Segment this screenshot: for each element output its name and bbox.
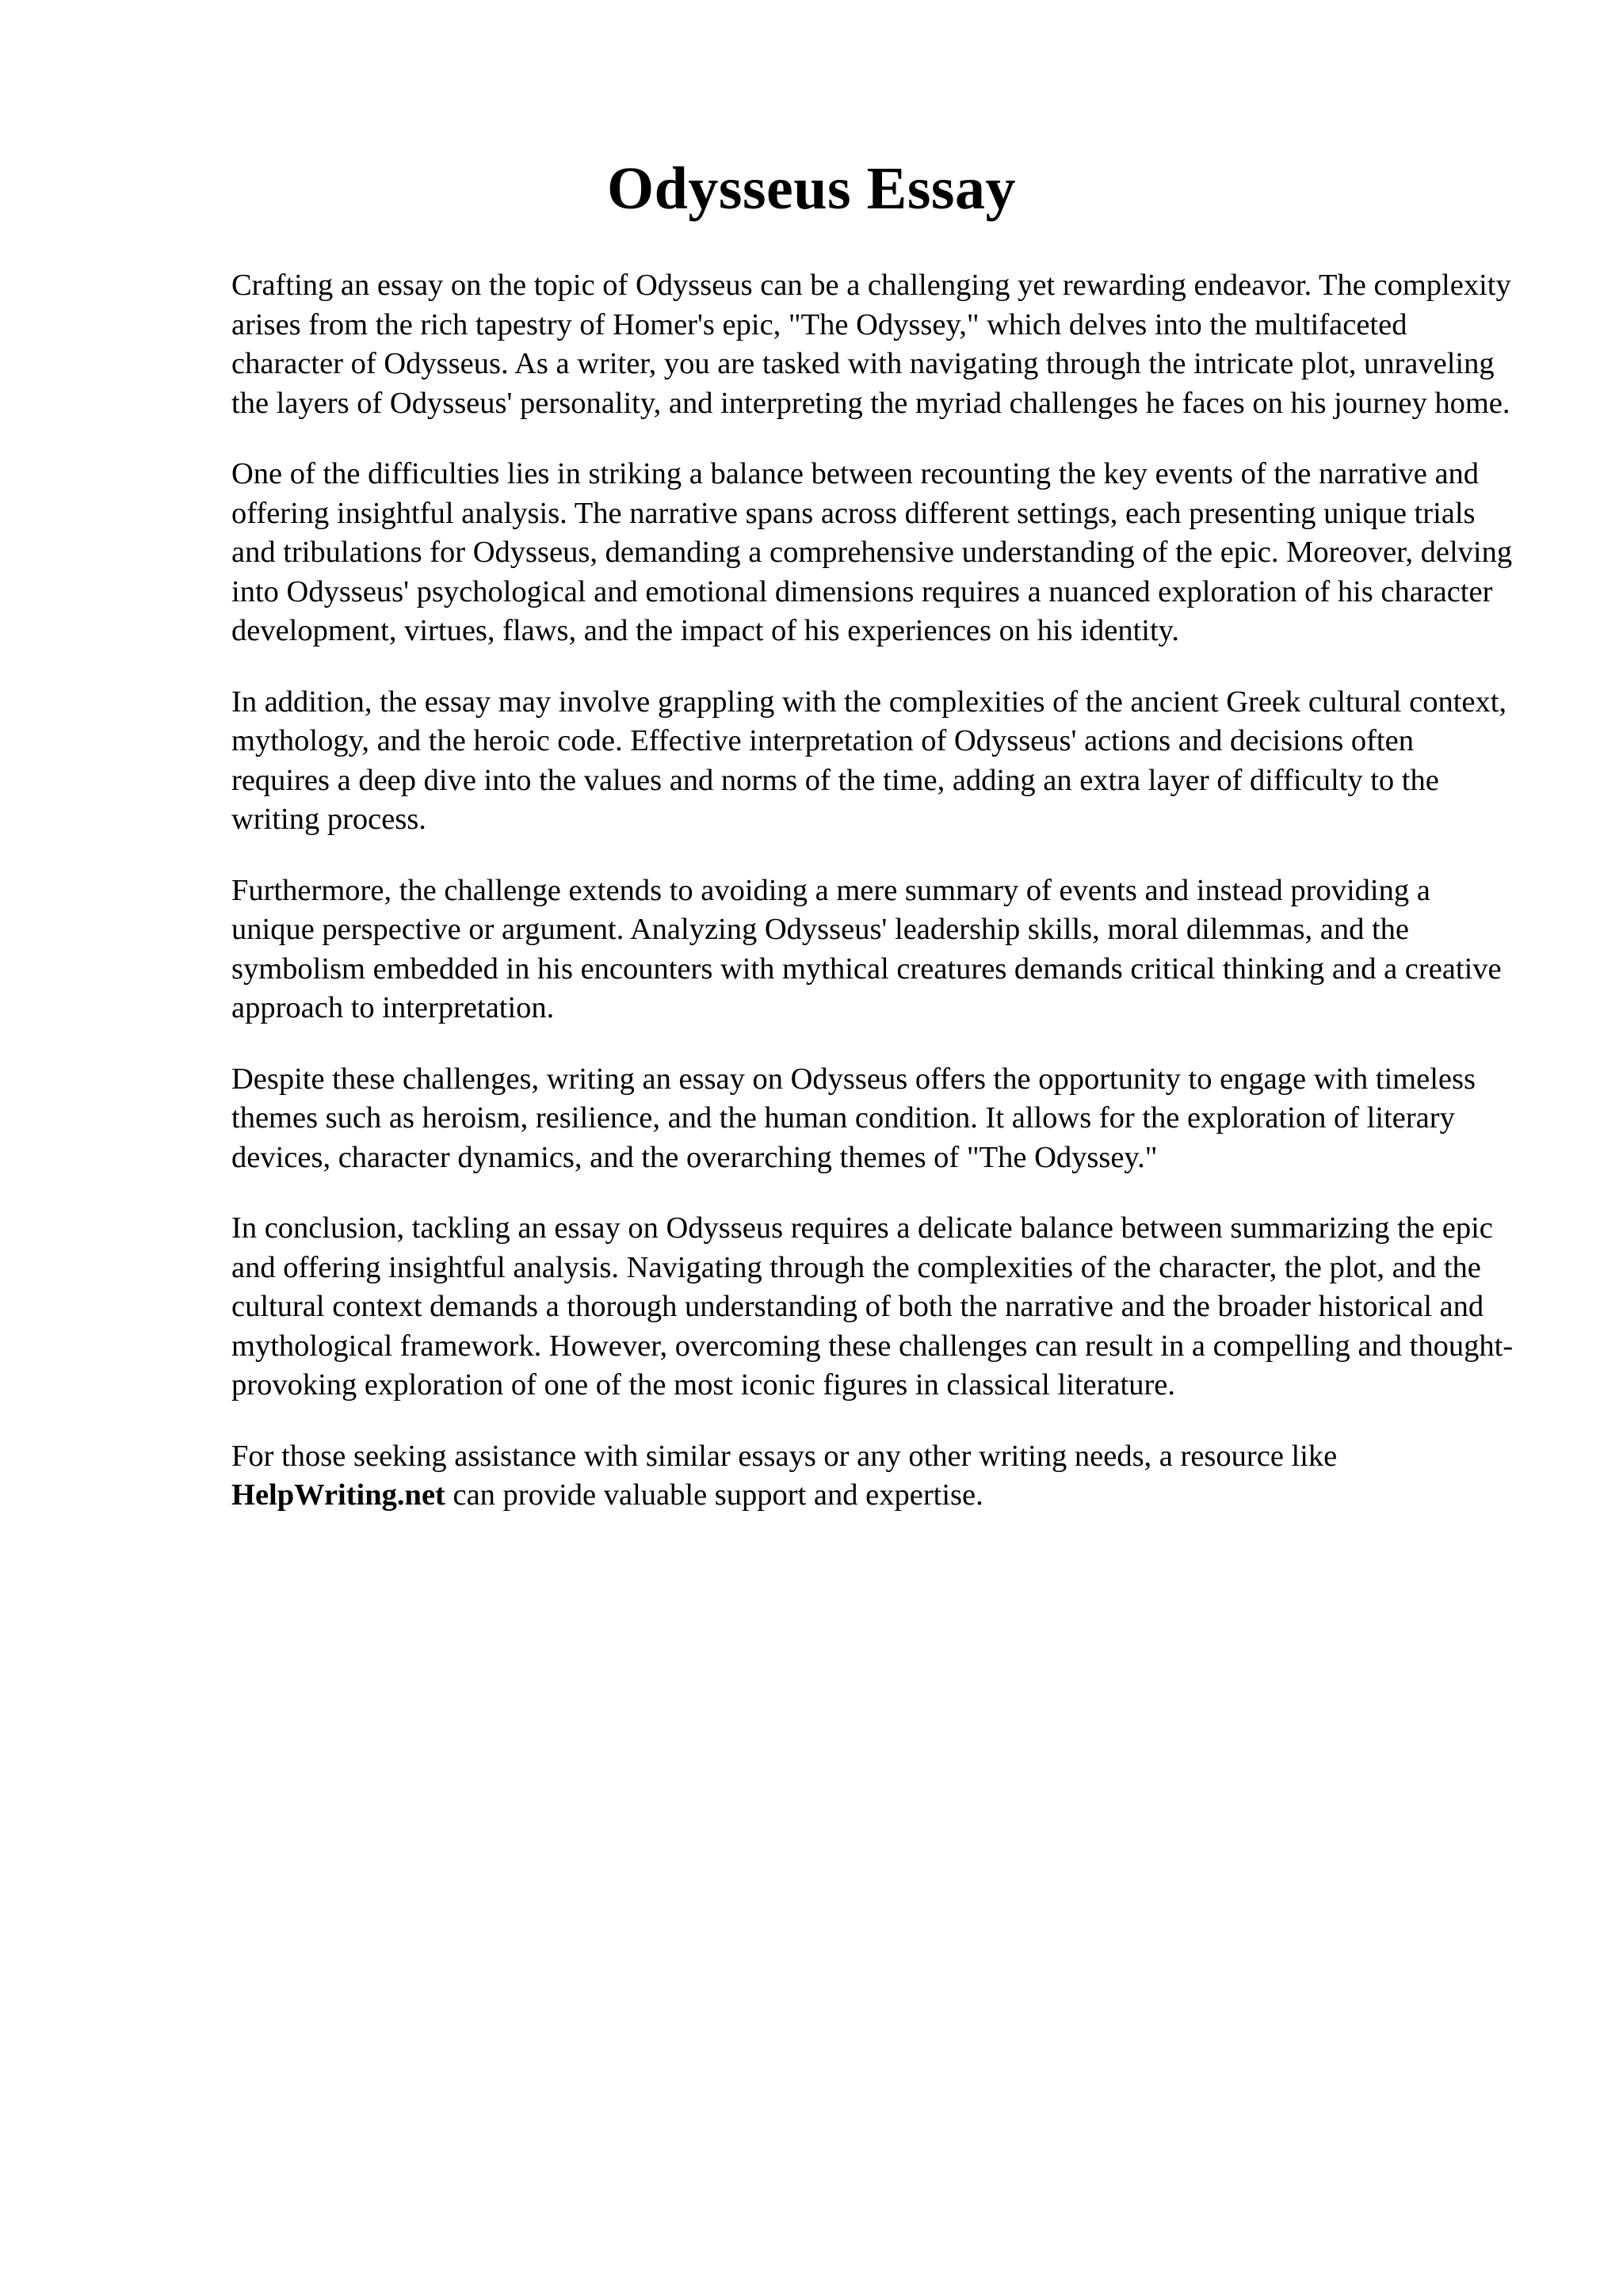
closing-tail-text: can provide valuable support and expertise. xyxy=(453,1478,983,1512)
paragraph-4: Furthermore, the challenge extends to avoiding a mere summary of events and instead providing a unique perspective or argument. Analyzing Odysseus' leadership skills, moral dilemmas, and the symbolism embedded in his encounters with mythical creatures demands critical thinking and a creative approach to interpretation. xyxy=(231,873,1502,1024)
paragraph-1: Crafting an essay on the topic of Odysseus can be a challenging yet rewarding endeavor. The complexity arises from the rich tapestry of Homer's epic, "The Odyssey," which delves into the multifaceted character of Odysseus. As a writer, you are tasked with navigating through the intricate plot, unraveling the layers of Odysseus' personality, and interpreting the myriad challenges he faces on his journey home. xyxy=(231,269,1511,420)
closing-paragraph xyxy=(231,1437,1515,1516)
closing-lead-text: For those seeking assistance with similar essays or any other writing needs, a resource like xyxy=(231,1439,1338,1473)
essay-body xyxy=(231,266,1515,1547)
paragraph-3: In addition, the essay may involve grappling with the complexities of the ancient Greek cultural context, mythology, and the heroic code. Effective interpretation of Odysseus' actions and decisions often requires a deep dive into the values and norms of the time, adding an extra layer of difficulty to the writing process. xyxy=(231,685,1507,836)
paragraph-6: In conclusion, tackling an essay on Odysseus requires a delicate balance between summarizing the epic and offering insightful analysis. Navigating through the complexities of the character, the plot, and the cultural context demands a thorough understanding of both the narrative and the broader historical and mythological framework. However, overcoming these challenges can result in a compelling and thought-provoking exploration of one of the most iconic figures in classical literature. xyxy=(231,1211,1514,1402)
paragraph-5: Despite these challenges, writing an essay on Odysseus offers the opportunity to engage with timeless themes such as heroism, resilience, and the human condition. It allows for the exploration of literary devices, character dynamics, and the overarching themes of "The Odyssey." xyxy=(231,1062,1476,1174)
paragraph-2: One of the difficulties lies in striking a balance between recounting the key events of the narrative and offering insightful analysis. The narrative spans across different settings, each presenting unique trials and tribulations for Odysseus, demanding a comprehensive understanding of the epic. Moreover, delving into Odysseus' psychological and emotional dimensions requires a nuanced exploration of his character development, virtues, flaws, and the impact of his experiences on his identity. xyxy=(231,457,1513,647)
helpwriting-brand: HelpWriting.net xyxy=(231,1478,445,1512)
page-title: Odysseus Essay xyxy=(607,155,1016,222)
